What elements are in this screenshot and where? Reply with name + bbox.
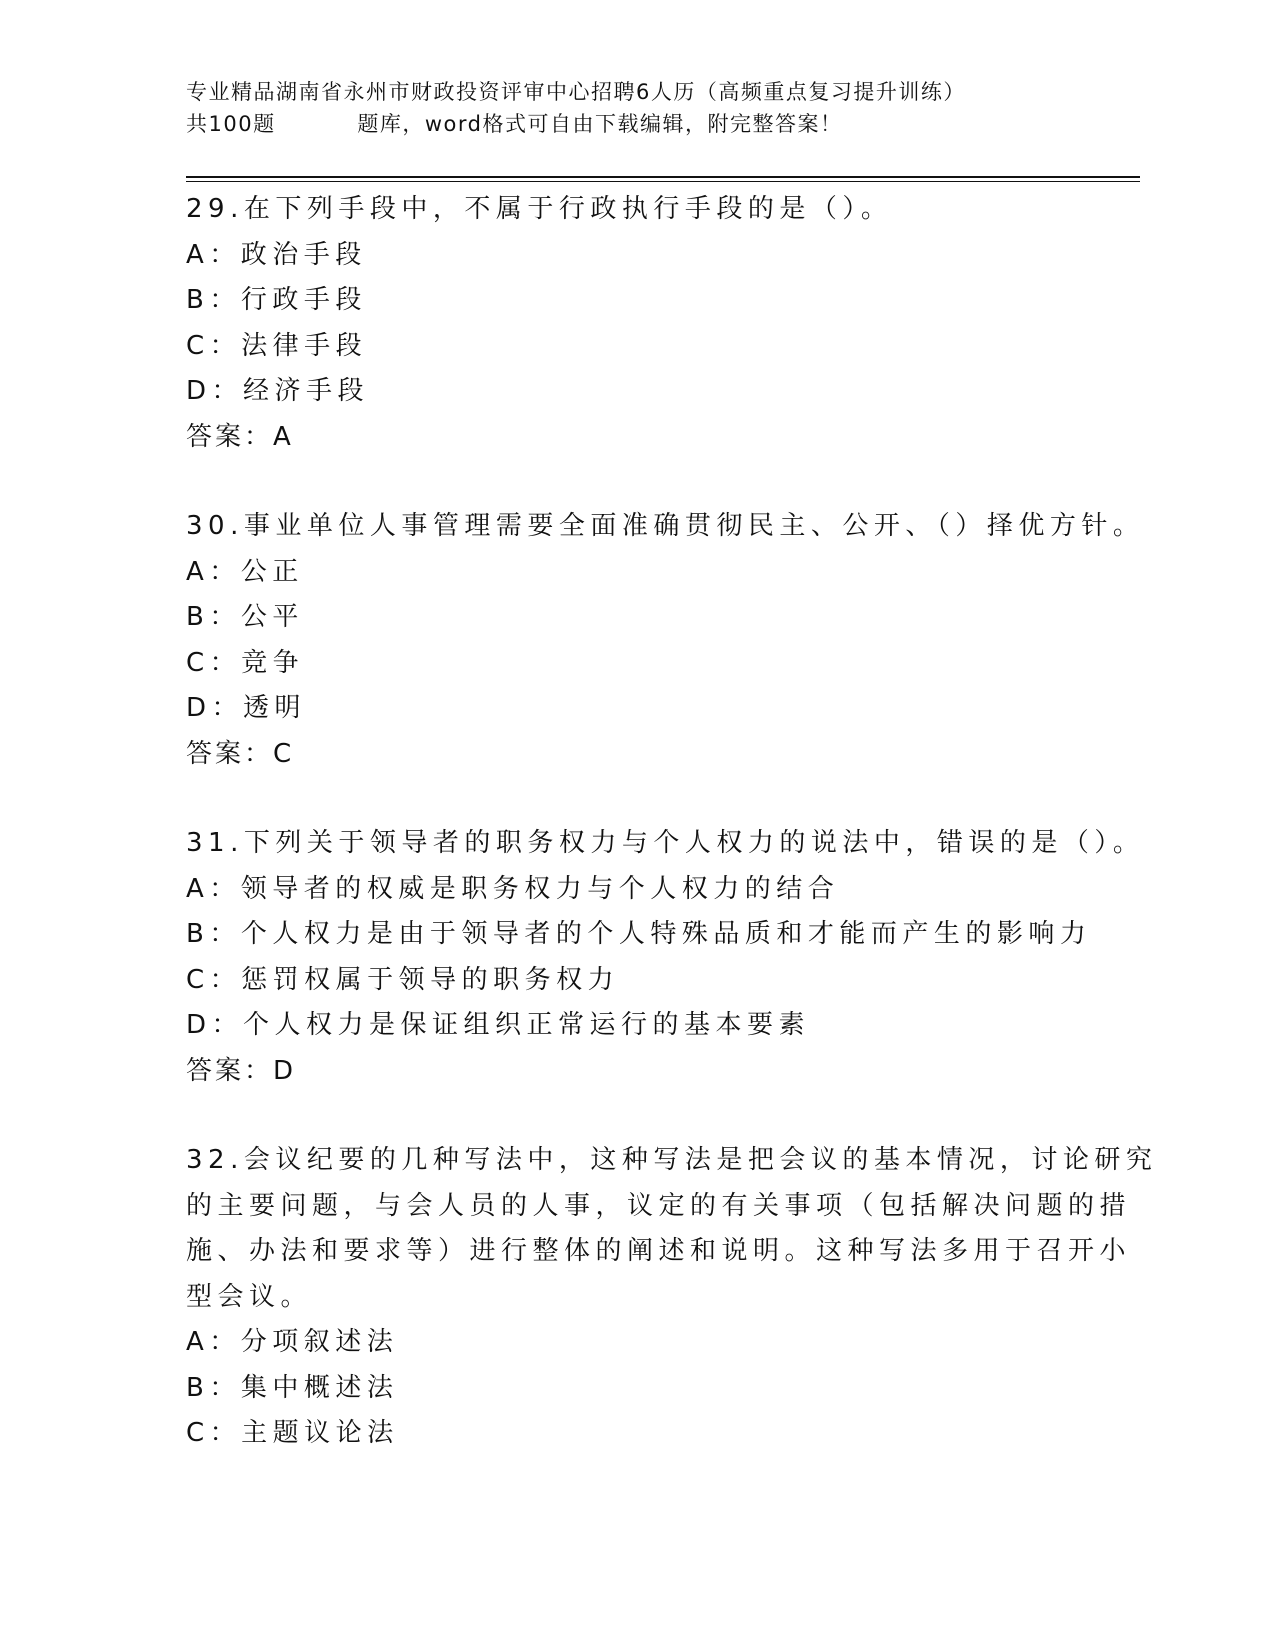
answer: 答案：A xyxy=(186,421,294,452)
option-b: B：集中概述法 xyxy=(186,1372,399,1403)
document-header xyxy=(186,76,1086,140)
header-subtitle: 共100题 题库，word格式可自由下载编辑，附完整答案！ xyxy=(186,112,843,136)
option-c: C：惩罚权属于领导的职务权力 xyxy=(186,964,620,995)
option-a: A：分项叙述法 xyxy=(186,1327,399,1357)
option-c: C：竞争 xyxy=(186,647,305,678)
question-stem-line-4: 型会议。 xyxy=(186,1281,313,1312)
option-a: A：公正 xyxy=(186,556,304,587)
answer: 答案：D xyxy=(186,1055,297,1086)
option-b: B：行政手段 xyxy=(186,285,367,315)
question-list xyxy=(186,187,1158,1501)
question-31 xyxy=(186,821,1145,1094)
question-stem-line-3: 施、办法和要求等）进行整体的阐述和说明。这种写法多用于召开小 xyxy=(186,1236,1132,1266)
question-stem-line-1: 32.会议纪要的几种写法中，这种写法是把会议的基本情况，讨论研究 xyxy=(186,1145,1158,1175)
question-stem: 31.下列关于领导者的职务权力与个人权力的说法中，错误的是（）。 xyxy=(186,828,1145,858)
answer: 答案：C xyxy=(186,738,295,769)
header-title: 专业精品湖南省永州市财政投资评审中心招聘6人历（高频重点复习提升训练） xyxy=(186,80,966,104)
question-stem-line-2: 的主要问题，与会人员的人事，议定的有关事项（包括解决问题的措 xyxy=(186,1190,1132,1221)
question-30 xyxy=(186,504,1145,777)
question-32 xyxy=(186,1138,1158,1457)
option-d: D：透明 xyxy=(186,693,307,723)
option-b: B：公平 xyxy=(186,602,304,632)
option-b: B：个人权力是由于领导者的个人特殊品质和才能而产生的影响力 xyxy=(186,919,1092,949)
option-a: A：政治手段 xyxy=(186,239,367,270)
option-d: D：个人权力是保证组织正常运行的基本要素 xyxy=(186,1010,811,1040)
option-c: C：主题议论法 xyxy=(186,1418,399,1448)
option-c: C：法律手段 xyxy=(186,330,368,361)
option-d: D：经济手段 xyxy=(186,376,370,406)
question-stem: 30.事业单位人事管理需要全面准确贯彻民主、公开、（）择优方针。 xyxy=(186,511,1145,541)
header-divider xyxy=(186,176,1140,178)
question-29 xyxy=(186,187,1106,460)
header-divider-thin xyxy=(186,181,1140,182)
option-a: A：领导者的权威是职务权力与个人权力的结合 xyxy=(186,873,840,904)
question-stem: 29.在下列手段中，不属于行政执行手段的是（）。 xyxy=(186,194,893,224)
